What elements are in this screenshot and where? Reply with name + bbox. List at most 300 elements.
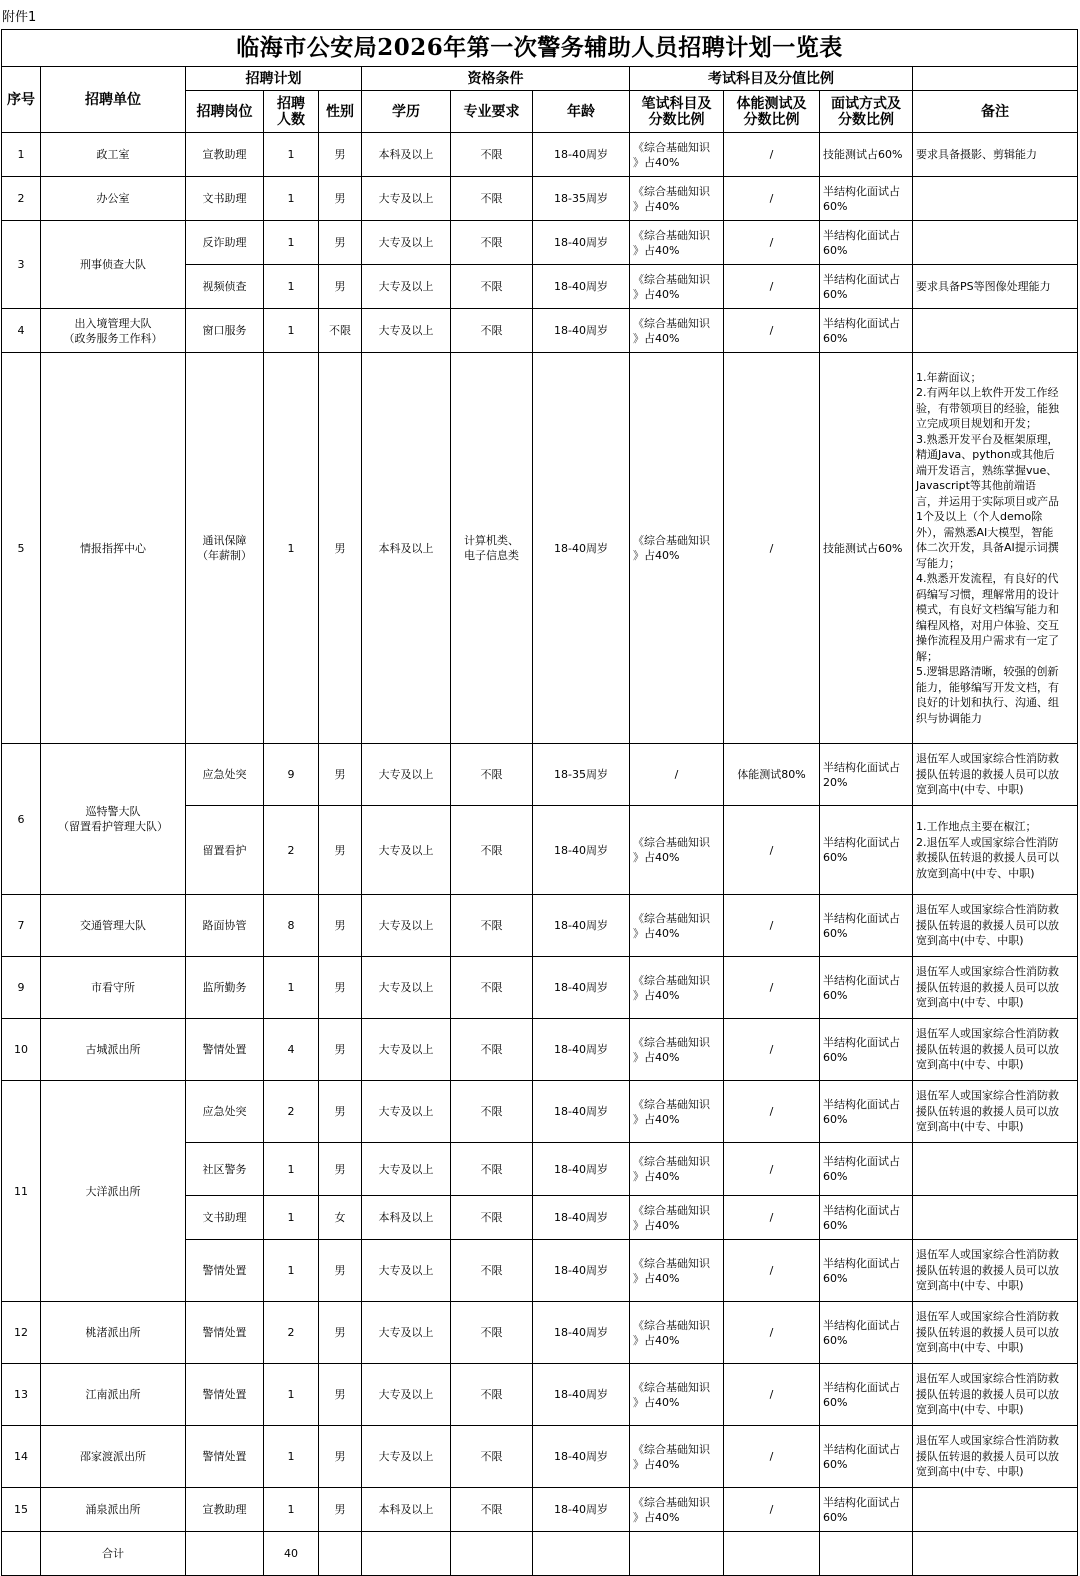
unit-name-line: 出入境管理大队 <box>74 316 152 330</box>
header-count-line: 招聘 <box>277 95 305 112</box>
notes-line: 验，有带领项目的经验，能独 <box>916 401 1059 415</box>
fitness-test-cell: 体能测试80% <box>724 744 820 806</box>
unit-name-line: 邵家渡派出所 <box>80 1450 146 1463</box>
recruitment-plan-table <box>1 29 1078 1576</box>
notes-line: 援队伍转退的救援人员可以放 <box>916 1449 1059 1463</box>
post-cell <box>186 1302 264 1364</box>
fitness-test-cell: / <box>724 177 820 221</box>
notes-line: 援队伍转退的救援人员可以放 <box>916 918 1059 932</box>
notes-line: 援队伍转退的救援人员可以放 <box>916 767 1059 781</box>
interview-line: 60% <box>823 1170 848 1183</box>
written-exam-cell <box>630 1240 724 1302</box>
written-exam-line: 《综合基础知识 <box>633 1318 710 1332</box>
education-cell: 大专及以上 <box>362 265 451 309</box>
post-line: 留置看护 <box>202 843 247 857</box>
written-exam-line: 》占40% <box>633 851 680 864</box>
major-line: 不限 <box>480 981 503 994</box>
gender-cell: 男 <box>319 1488 362 1532</box>
major-line: 不限 <box>480 1450 503 1463</box>
gender-cell: 男 <box>319 265 362 309</box>
education-cell: 大专及以上 <box>362 177 451 221</box>
seq-cell: 15 <box>2 1488 41 1532</box>
interview-line: 半结构化面试占 <box>823 973 900 987</box>
empty-cell <box>724 1532 820 1576</box>
education-cell: 大专及以上 <box>362 309 451 353</box>
count-cell: 1 <box>264 957 319 1019</box>
unit-cell <box>41 133 186 177</box>
gender-cell: 男 <box>319 895 362 957</box>
notes-line: 编程风格，对用户体验、交互 <box>916 618 1059 632</box>
notes-cell <box>913 957 1078 1019</box>
interview-line: 半结构化面试占 <box>823 1495 900 1509</box>
gender-cell: 男 <box>319 1364 362 1426</box>
post-line: 视频侦查 <box>202 280 247 293</box>
written-exam-line: 》占40% <box>633 1218 680 1232</box>
interview-line: 60% <box>823 851 848 864</box>
major-line: 不限 <box>480 843 503 857</box>
written-exam-line: 《综合基础知识 <box>633 1380 710 1394</box>
header-major: 专业要求 <box>451 91 533 133</box>
notes-line: 援队伍转退的救援人员可以放 <box>916 1387 1059 1401</box>
age-cell: 18-40周岁 <box>533 265 630 309</box>
post-cell <box>186 1364 264 1426</box>
post-cell <box>186 309 264 353</box>
written-exam-cell <box>630 1196 724 1240</box>
age-cell: 18-40周岁 <box>533 1143 630 1196</box>
post-cell <box>186 353 264 744</box>
fitness-test-cell: / <box>724 1302 820 1364</box>
interview-line: 半结构化面试占 <box>823 272 900 286</box>
major-line: 不限 <box>480 919 503 932</box>
seq-cell: 13 <box>2 1364 41 1426</box>
written-exam-line: 《综合基础知识 <box>633 272 710 286</box>
unit-name-line: 大洋派出所 <box>85 1184 141 1198</box>
unit-cell <box>41 1019 186 1081</box>
education-cell: 大专及以上 <box>362 1081 451 1143</box>
interview-line: 60% <box>823 331 848 345</box>
header-unit: 招聘单位 <box>41 67 186 133</box>
major-line: 计算机类、 <box>464 534 519 547</box>
gender-cell: 男 <box>319 1081 362 1143</box>
unit-cell <box>41 1081 186 1302</box>
major-line: 不限 <box>480 768 503 781</box>
post-line: 警情处置 <box>202 1450 247 1463</box>
age-cell: 18-40周岁 <box>533 133 630 177</box>
header-fitness <box>724 91 820 133</box>
count-cell: 2 <box>264 1302 319 1364</box>
written-exam-cell <box>630 1426 724 1488</box>
fitness-test-cell: / <box>724 957 820 1019</box>
notes-line: 1.年薪面议； <box>916 370 982 384</box>
notes-line: 操作流程及用户需求有一定了 <box>916 634 1059 648</box>
notes-line: 宽到高中(中专、中职) <box>916 1120 1024 1134</box>
notes-line: 1.工作地点主要在椒江； <box>916 820 1037 833</box>
major-cell <box>451 177 533 221</box>
major-line: 不限 <box>480 192 503 205</box>
interview-cell <box>820 221 913 265</box>
notes-line: 宽到高中(中专、中职) <box>916 783 1024 797</box>
unit-name-line: 古城派出所 <box>85 1043 141 1056</box>
interview-cell <box>820 1019 913 1081</box>
major-line: 不限 <box>480 1388 503 1401</box>
post-line: 宣教助理 <box>202 1503 247 1516</box>
major-line: 不限 <box>480 1162 503 1176</box>
interview-cell <box>820 1488 913 1532</box>
interview-line: 60% <box>823 1333 848 1347</box>
post-cell <box>186 177 264 221</box>
notes-line: 援队伍转退的救援人员可以放 <box>916 1325 1059 1339</box>
major-cell <box>451 1426 533 1488</box>
major-cell <box>451 957 533 1019</box>
unit-name-line: 情报指挥中心 <box>80 541 146 555</box>
written-exam-line: 《综合基础知识 <box>633 1256 710 1270</box>
written-exam-line: 《综合基础知识 <box>633 973 710 987</box>
notes-line: 解； <box>916 649 938 663</box>
unit-cell <box>41 177 186 221</box>
written-exam-line: 》占40% <box>633 199 680 213</box>
interview-line: 60% <box>823 926 848 940</box>
interview-line: 60% <box>823 1457 848 1471</box>
count-cell: 1 <box>264 265 319 309</box>
notes-line: 言，并运用于实际项目或产品 <box>916 494 1059 508</box>
notes-cell <box>913 1196 1078 1240</box>
interview-line: 技能测试占60% <box>823 148 903 161</box>
notes-line: 宽到高中(中专、中职) <box>916 996 1024 1010</box>
notes-cell <box>913 1302 1078 1364</box>
interview-line: 60% <box>823 1112 848 1126</box>
notes-line: 5.逻辑思路清晰，较强的创新 <box>916 665 1059 679</box>
notes-line: 援队伍转退的救援人员可以放 <box>916 1104 1059 1118</box>
interview-cell <box>820 353 913 744</box>
gender-cell: 男 <box>319 744 362 806</box>
education-cell: 本科及以上 <box>362 353 451 744</box>
total-post-cell <box>186 1532 264 1576</box>
gender-cell: 男 <box>319 806 362 895</box>
header-exam-group: 考试科目及分值比例 <box>630 67 913 91</box>
seq-cell: 14 <box>2 1426 41 1488</box>
post-line: 路面协管 <box>202 919 247 932</box>
education-cell: 大专及以上 <box>362 221 451 265</box>
table-row <box>2 309 1078 353</box>
notes-cell <box>913 1081 1078 1143</box>
gender-cell: 男 <box>319 1426 362 1488</box>
age-cell: 18-35周岁 <box>533 744 630 806</box>
fitness-test-cell: / <box>724 1081 820 1143</box>
plan-rows <box>2 133 1078 1532</box>
seq-cell: 7 <box>2 895 41 957</box>
gender-cell: 男 <box>319 177 362 221</box>
notes-line: 3.熟悉开发平台及框架原理， <box>916 432 1059 446</box>
table-row <box>2 957 1078 1019</box>
post-cell <box>186 265 264 309</box>
header-interview-line: 面试方式及 <box>831 95 901 112</box>
post-cell <box>186 1143 264 1196</box>
written-exam-cell <box>630 1302 724 1364</box>
notes-cell <box>913 353 1078 744</box>
notes-line: 写能力； <box>916 556 960 570</box>
count-cell: 1 <box>264 1196 319 1240</box>
unit-cell <box>41 353 186 744</box>
notes-cell <box>913 895 1078 957</box>
notes-line: 援队伍转退的救援人员可以放 <box>916 980 1059 994</box>
notes-line: 织与协调能力 <box>916 711 982 725</box>
header-qualification-group: 资格条件 <box>362 67 630 91</box>
attachment-label: 附件1 <box>2 10 37 25</box>
interview-cell <box>820 1240 913 1302</box>
notes-line: 良好的计划和执行、沟通、组 <box>916 696 1059 710</box>
header-post: 招聘岗位 <box>186 91 264 133</box>
interview-line: 60% <box>823 1510 848 1524</box>
header-interview-line: 分数比例 <box>838 111 894 128</box>
interview-line: 60% <box>823 988 848 1002</box>
seq-cell: 6 <box>2 744 41 895</box>
unit-cell <box>41 309 186 353</box>
unit-name-line: （政务服务工作科） <box>63 331 163 345</box>
header-interview <box>820 91 913 133</box>
fitness-test-cell: / <box>724 1488 820 1532</box>
interview-cell <box>820 133 913 177</box>
table-row <box>2 1488 1078 1532</box>
written-exam-cell <box>630 221 724 265</box>
education-cell: 大专及以上 <box>362 1364 451 1426</box>
written-exam-line: 》占40% <box>633 1271 680 1285</box>
notes-cell <box>913 806 1078 895</box>
notes-line: 退伍军人或国家综合性消防救 <box>916 1089 1059 1103</box>
seq-cell: 3 <box>2 221 41 309</box>
written-exam-line: 《综合基础知识 <box>633 1495 710 1509</box>
gender-cell: 男 <box>319 133 362 177</box>
header-seq: 序号 <box>2 67 41 133</box>
unit-name-line: 桃渚派出所 <box>85 1326 141 1339</box>
gender-cell: 男 <box>319 957 362 1019</box>
written-exam-line: 《综合基础知识 <box>633 1442 710 1456</box>
written-exam-cell <box>630 957 724 1019</box>
education-cell: 本科及以上 <box>362 133 451 177</box>
major-line: 不限 <box>480 280 503 293</box>
seq-cell: 5 <box>2 353 41 744</box>
notes-line: 外），需熟悉AI大模型，智能 <box>916 525 1054 539</box>
major-cell <box>451 265 533 309</box>
interview-line: 半结构化面试占 <box>823 316 900 330</box>
post-line: 文书助理 <box>202 192 247 205</box>
table-row <box>2 133 1078 177</box>
count-cell: 4 <box>264 1019 319 1081</box>
major-cell <box>451 1488 533 1532</box>
unit-cell <box>41 895 186 957</box>
header-written-line: 笔试科目及 <box>641 95 712 112</box>
major-cell <box>451 895 533 957</box>
age-cell: 18-40周岁 <box>533 1302 630 1364</box>
fitness-test-cell: / <box>724 133 820 177</box>
notes-cell <box>913 1364 1078 1426</box>
total-label: 合计 <box>41 1532 186 1576</box>
notes-line: 模式，有良好文档编写能力和 <box>916 603 1059 617</box>
interview-cell <box>820 1196 913 1240</box>
interview-line: 半结构化面试占 <box>823 1318 900 1332</box>
header-written-line: 分数比例 <box>648 111 705 128</box>
interview-line: 半结构化面试占 <box>823 836 900 849</box>
seq-cell: 9 <box>2 957 41 1019</box>
age-cell: 18-35周岁 <box>533 177 630 221</box>
unit-name-line: 涌泉派出所 <box>85 1503 141 1516</box>
count-cell: 1 <box>264 1488 319 1532</box>
education-cell: 大专及以上 <box>362 744 451 806</box>
table-row <box>2 353 1078 744</box>
notes-line: 立完成项目规划和开发； <box>916 417 1037 431</box>
header-written <box>630 91 724 133</box>
notes-cell <box>913 265 1078 309</box>
count-cell: 1 <box>264 1143 319 1196</box>
header-education: 学历 <box>362 91 451 133</box>
post-line: 通讯保障 <box>202 534 247 547</box>
fitness-test-cell: / <box>724 1143 820 1196</box>
unit-name-line: （留置看护管理大队） <box>58 820 168 833</box>
gender-cell: 男 <box>319 1240 362 1302</box>
interview-line: 60% <box>823 199 848 213</box>
table-row <box>2 744 1078 806</box>
age-cell: 18-40周岁 <box>533 1426 630 1488</box>
seq-cell: 1 <box>2 133 41 177</box>
table-row <box>2 895 1078 957</box>
major-cell <box>451 309 533 353</box>
header-notes: 备注 <box>913 91 1078 133</box>
empty-cell <box>630 1532 724 1576</box>
written-exam-cell <box>630 1143 724 1196</box>
total-seq-cell <box>2 1532 41 1576</box>
interview-line: 60% <box>823 1218 848 1232</box>
post-cell <box>186 957 264 1019</box>
major-cell <box>451 1196 533 1240</box>
empty-cell <box>319 1532 362 1576</box>
post-cell <box>186 895 264 957</box>
post-line: 反诈助理 <box>202 236 247 249</box>
written-exam-line: 《综合基础知识 <box>633 911 710 925</box>
notes-line: 退伍军人或国家综合性消防救 <box>916 1310 1059 1324</box>
interview-line: 60% <box>823 1050 848 1064</box>
interview-cell <box>820 1426 913 1488</box>
interview-line: 20% <box>823 775 848 789</box>
interview-line: 60% <box>823 287 848 301</box>
header-count-line: 人数 <box>277 111 305 128</box>
interview-cell <box>820 1302 913 1364</box>
written-exam-line: 》占40% <box>633 1510 680 1524</box>
education-cell: 本科及以上 <box>362 1196 451 1240</box>
notes-line: Javascript等其他前端语 <box>916 479 1036 493</box>
education-cell: 大专及以上 <box>362 1240 451 1302</box>
post-cell <box>186 1488 264 1532</box>
written-exam-line: 《综合基础知识 <box>633 316 710 330</box>
written-exam-line: 》占40% <box>633 1333 680 1347</box>
count-cell: 1 <box>264 133 319 177</box>
notes-line: 端开发语言，熟练掌握vue、 <box>916 463 1058 477</box>
fitness-test-cell: / <box>724 895 820 957</box>
header-gender: 性别 <box>319 91 362 133</box>
written-exam-cell <box>630 309 724 353</box>
notes-line: 能力，能够编写开发文档，有 <box>916 680 1059 694</box>
post-cell <box>186 1081 264 1143</box>
post-cell <box>186 1426 264 1488</box>
interview-line: 半结构化面试占 <box>823 760 900 774</box>
fitness-test-cell: / <box>724 1240 820 1302</box>
major-cell <box>451 353 533 744</box>
notes-cell <box>913 1019 1078 1081</box>
interview-cell <box>820 265 913 309</box>
interview-line: 技能测试占60% <box>823 541 903 555</box>
post-cell <box>186 1240 264 1302</box>
post-line: 警情处置 <box>202 1326 247 1339</box>
post-line: 文书助理 <box>202 1211 247 1224</box>
written-exam-line: 》占40% <box>633 287 680 301</box>
written-exam-line: 《综合基础知识 <box>633 1155 710 1168</box>
written-exam-line: 《综合基础知识 <box>633 140 710 154</box>
notes-line: 码编写习惯，理解常用的设计 <box>916 587 1059 601</box>
major-line: 不限 <box>480 236 503 249</box>
unit-name-line: 办公室 <box>96 192 130 205</box>
notes-line: 退伍军人或国家综合性消防救 <box>916 1248 1059 1262</box>
header-fitness-line: 分数比例 <box>743 111 800 128</box>
total-count: 40 <box>264 1532 319 1576</box>
interview-cell <box>820 1143 913 1196</box>
notes-line: 宽到高中(中专、中职) <box>916 1403 1024 1417</box>
written-exam-line: 》占40% <box>633 988 680 1002</box>
notes-cell <box>913 1426 1078 1488</box>
gender-cell: 男 <box>319 1302 362 1364</box>
interview-cell <box>820 1364 913 1426</box>
fitness-test-cell: / <box>724 353 820 744</box>
notes-cell <box>913 1240 1078 1302</box>
notes-line: 精通Java、python或其他后 <box>916 448 1055 462</box>
age-cell: 18-40周岁 <box>533 1488 630 1532</box>
post-cell <box>186 221 264 265</box>
interview-line: 半结构化面试占 <box>823 184 900 198</box>
gender-cell: 男 <box>319 1143 362 1196</box>
post-cell <box>186 1019 264 1081</box>
written-exam-cell <box>630 895 724 957</box>
interview-line: 60% <box>823 243 848 257</box>
age-cell: 18-40周岁 <box>533 895 630 957</box>
fitness-test-cell: / <box>724 1196 820 1240</box>
written-exam-cell <box>630 1488 724 1532</box>
unit-cell <box>41 221 186 309</box>
count-cell: 2 <box>264 1081 319 1143</box>
post-line: 应急处突 <box>202 768 247 781</box>
education-cell: 大专及以上 <box>362 957 451 1019</box>
interview-cell <box>820 744 913 806</box>
written-exam-cell <box>630 353 724 744</box>
major-cell <box>451 1240 533 1302</box>
post-cell <box>186 133 264 177</box>
education-cell: 大专及以上 <box>362 895 451 957</box>
written-exam-line: 》占40% <box>633 926 680 940</box>
education-cell: 大专及以上 <box>362 1143 451 1196</box>
written-exam-line: 》占40% <box>633 1457 680 1471</box>
written-exam-line: 》占40% <box>633 1050 680 1064</box>
seq-cell: 4 <box>2 309 41 353</box>
header-count <box>264 91 319 133</box>
age-cell: 18-40周岁 <box>533 1081 630 1143</box>
notes-line: 宽到高中(中专、中职) <box>916 1279 1024 1293</box>
written-exam-line: 》占40% <box>633 549 680 562</box>
written-exam-line: 》占40% <box>633 1395 680 1409</box>
post-line: 宣教助理 <box>202 148 247 161</box>
notes-line: 救援队伍转退的救援人员可以 <box>916 851 1059 864</box>
notes-cell <box>913 133 1078 177</box>
major-cell <box>451 1302 533 1364</box>
empty-cell <box>451 1532 533 1576</box>
empty-cell <box>820 1532 913 1576</box>
interview-line: 半结构化面试占 <box>823 1203 900 1217</box>
major-cell <box>451 744 533 806</box>
